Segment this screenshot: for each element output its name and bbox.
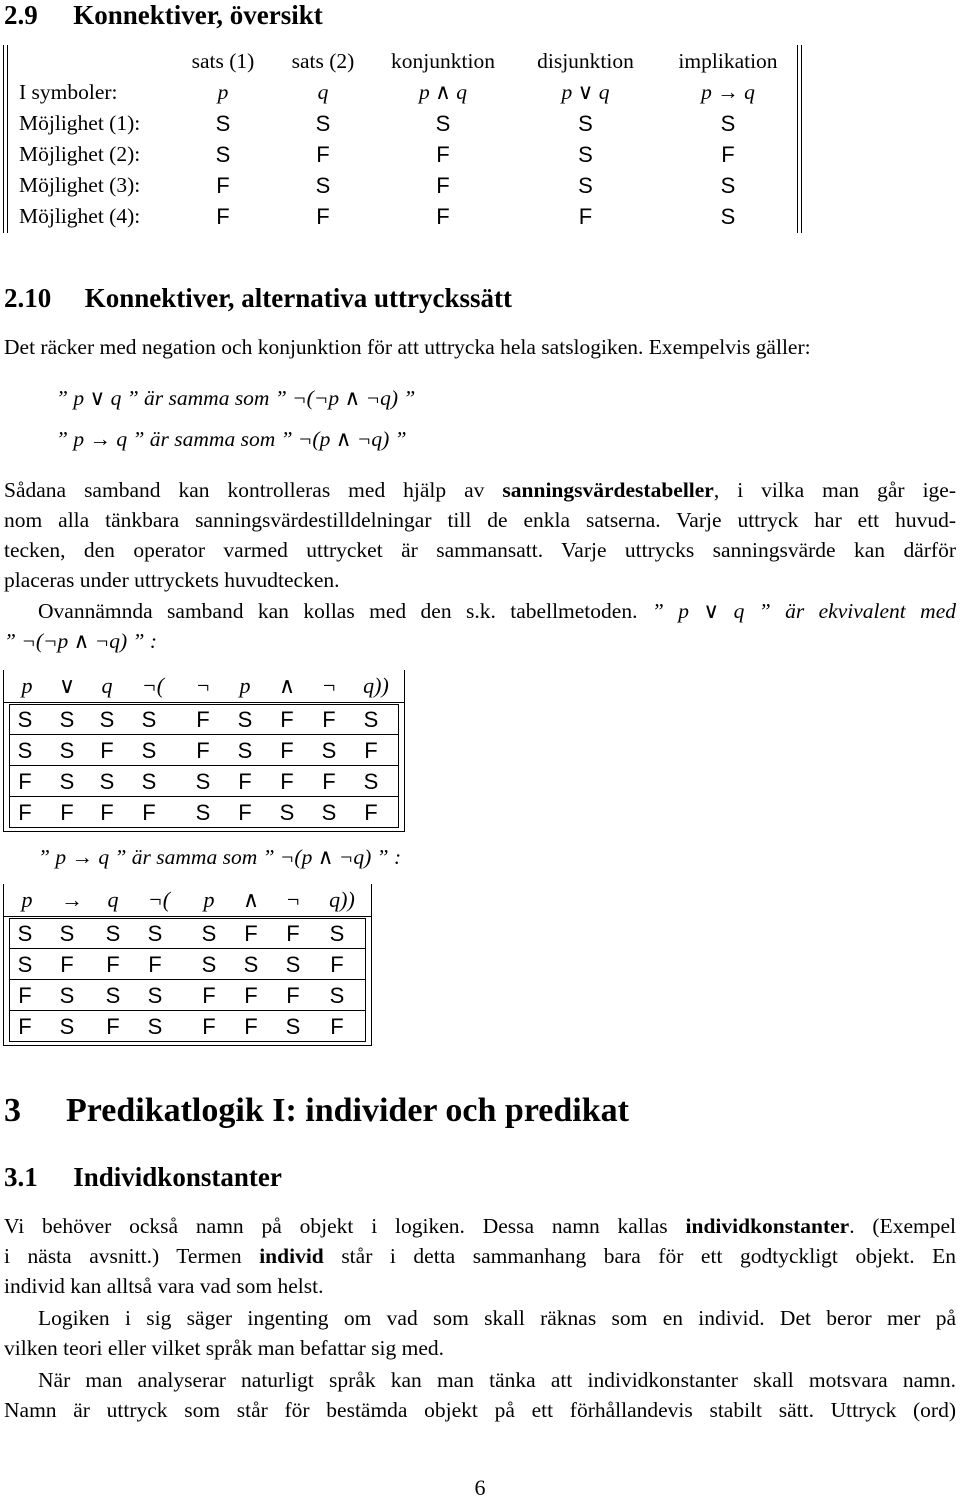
table-cell: S [215,111,231,136]
text: i nästa avsnitt.) Termen [4,1244,242,1268]
header-cell: ∨ [58,673,76,698]
bold-term: individkonstanter [685,1214,850,1238]
table-cell: S [279,800,295,825]
table-cell: p ∨ q [561,80,610,104]
table-cell: S [578,173,593,198]
table-cell: S [141,738,157,763]
paragraph-line [38,596,956,627]
table-cell: S [147,983,163,1008]
table-cell: F [578,204,593,229]
table-row [3,170,801,201]
table-cell: F [322,769,336,794]
table-cell: S [17,921,33,946]
table-cell: p ∧ q [419,80,467,104]
equation: ” p → q ” är samma som ” ¬(p ∧ ¬q) ” [56,427,407,451]
table-cell: F [244,1014,258,1039]
table-cell: S [363,707,379,732]
chapter-heading-3 [4,1092,629,1130]
row-label: Möjlighet (2): [19,142,141,166]
table-cell: S [105,921,121,946]
table-cell: F [316,204,330,229]
table-cell: S [315,173,331,198]
equation: ” p ∨ q ” är samma som ” ¬(¬p ∧ ¬q) ” [56,386,416,410]
table-cell: S [435,111,451,136]
section-number: 2.10 [4,283,52,313]
paragraph-line [4,1241,956,1272]
table-cell: F [436,173,450,198]
table-cell: F [436,204,450,229]
column-header: implikation [678,49,778,73]
section-title: Individkonstanter [73,1162,282,1192]
table-cell: F [316,142,330,167]
table-cell: S [215,142,231,167]
table-cell: F [280,738,294,763]
header-cell: q [107,887,119,912]
header-cell: ¬( [147,887,171,912]
table-cell: F [330,1014,344,1039]
text: Vi behöver också namn på objekt i logiken. Dessa namn kallas [4,1214,668,1238]
row-label: I symboler: [19,80,118,104]
paragraph-line: När man analyserar naturligt språk kan man tänka att individkonstanter skall motsvara namn. [38,1368,956,1392]
table-cell: S [720,173,736,198]
connectives-overview-table [3,45,801,233]
table-cell: F [280,707,294,732]
table-cell: p [217,80,229,104]
bold-term: sanningsvärdestabeller [502,478,714,502]
table-cell: S [237,738,253,763]
table-cell: S [201,952,217,977]
table-cell: F [196,738,210,763]
table-cell: S [321,738,337,763]
table-cell: F [202,1014,216,1039]
truth-table-implication [3,884,372,1046]
table-cell: F [18,800,32,825]
paragraph: Det räcker med negation och konjunktion för att uttrycka hela satslogiken. Exempelvis gäller: [4,335,811,359]
header-cell: ¬ [321,673,337,698]
column-header: sats (1) [191,49,255,73]
table-cell: F [100,738,114,763]
table-cell: S [105,983,121,1008]
text: ” p ∨ q ” är ekvivalent med [651,599,956,623]
text: står i detta sammanhang bara för ett godtyckligt objekt. En [341,1244,957,1268]
table-cell: S [17,738,33,763]
table-cell: S [237,707,253,732]
header-cell: p [21,673,33,698]
header-cell: ∧ [278,673,296,698]
section-number: 3.1 [4,1162,38,1192]
table-cell: F [330,952,344,977]
truth-table-disjunction [3,670,405,832]
section-number: 2.9 [4,0,38,30]
text: Ovannämnda samband kan kollas med den s.k. tabellmetoden. [38,599,638,623]
table-cell: F [280,769,294,794]
section-heading-3-1 [4,1162,282,1192]
paragraph-line: individ kan alltså vara vad som helst. [4,1274,324,1298]
header-cell: → [61,887,83,912]
header-cell: q [101,673,113,698]
table-cell: q [317,80,329,104]
section-heading-2-10 [4,283,512,313]
table-cell: S [285,952,301,977]
section-title: Konnektiver, alternativa uttryckssätt [84,283,512,313]
column-header: konjunktion [391,49,495,73]
table-cell: S [329,921,345,946]
paragraph-line [4,1211,956,1242]
table-cell: S [147,1014,163,1039]
table-cell: F [106,952,120,977]
table-cell: S [59,1014,75,1039]
chapter-title: Predikatlogik I: individer och predikat [66,1092,629,1129]
table-row [3,108,801,139]
table-cell: F [216,204,230,229]
paragraph-line [4,475,956,506]
table-cell: F [18,1014,32,1039]
header-cell: ¬( [141,673,165,698]
table-cell: S [720,204,736,229]
table-cell: F [18,983,32,1008]
row-label: Möjlighet (1): [19,111,141,135]
header-cell: p [21,887,33,912]
table-cell: F [142,800,156,825]
table-cell: S [285,1014,301,1039]
text: Sådana samband kan kontrolleras med hjälp av [4,478,485,502]
table-cell: F [286,921,300,946]
section-heading-2-9 [4,0,323,30]
table-cell: F [238,769,252,794]
table-cell: S [59,738,75,763]
table-cell: S [99,707,115,732]
table-row [3,139,801,170]
row-label: Möjlighet (3): [19,173,141,197]
table-cell: S [578,142,593,167]
table-cell: F [364,800,378,825]
table-cell: F [196,707,210,732]
table-row [3,77,801,108]
table-cell: F [202,983,216,1008]
paragraph-line: nom alla tänkbara sanningsvärdestilldelningar till de enkla satserna. Varje uttryck har ett huvud- [4,508,956,532]
paragraph-line: Logiken i sig säger ingenting om vad som skall räknas som en individ. Det beror mer på [38,1306,956,1330]
table-cell: S [195,800,211,825]
table-cell: F [436,142,450,167]
header-cell: q)) [363,673,389,698]
bold-term: individ [259,1244,324,1268]
table-cell: S [99,769,115,794]
table-cell: F [244,983,258,1008]
table-cell: p → q [701,80,755,104]
table-row [3,201,801,232]
table-cell: S [315,111,331,136]
table-cell: S [59,983,75,1008]
header-cell: q)) [329,887,355,912]
table-cell: F [286,983,300,1008]
chapter-number: 3 [4,1092,21,1129]
table-cell: F [721,142,735,167]
paragraph-line: tecken, den operator varmed uttrycket är sammansatt. Varje uttrycks sanningsvärde kan därför [4,538,956,562]
table-cell: S [59,921,75,946]
table-cell: S [141,707,157,732]
table-cell: F [216,173,230,198]
table-cell: F [322,707,336,732]
table-cell: F [106,1014,120,1039]
header-cell: ¬ [195,673,211,698]
table-cell: S [321,800,337,825]
table-header-row [3,46,801,77]
paragraph-line: vilken teori eller vilket språk man befattar sig med. [4,1336,445,1360]
column-header: sats (2) [291,49,355,73]
table-cell: S [147,921,163,946]
table-cell: S [141,769,157,794]
header-cell: p [239,673,251,698]
row-label: Möjlighet (4): [19,204,141,228]
table-cell: S [329,983,345,1008]
header-cell: ∧ [242,887,260,912]
table-cell: S [17,707,33,732]
equation-label: ” p → q ” är samma som ” ¬(p ∧ ¬q) ” : [38,845,402,869]
header-cell: p [203,887,215,912]
table-cell: S [17,952,33,977]
table-cell: F [18,769,32,794]
table-cell: F [244,921,258,946]
column-header: disjunktion [537,49,634,73]
table-cell: S [59,707,75,732]
table-cell: F [238,800,252,825]
table-cell: S [195,769,211,794]
table-cell: F [60,800,74,825]
table-cell: F [60,952,74,977]
header-cell: ¬ [285,887,301,912]
text: . (Exempel [849,1214,957,1238]
table-cell: S [59,769,75,794]
table-cell: S [201,921,217,946]
paragraph-line: ” ¬(¬p ∧ ¬q) ” : [4,629,158,653]
table-cell: S [363,769,379,794]
paragraph-line: Namn är uttryck som står för bestämda objekt på ett förhållandevis stabilt sätt. Uttryck (ord) [4,1398,956,1422]
page-number: 6 [474,1475,486,1500]
table-cell: F [100,800,114,825]
table-cell: F [148,952,162,977]
text: , i vilka man går ige- [713,478,957,502]
table-cell: S [720,111,736,136]
section-title: Konnektiver, översikt [73,0,323,30]
table-cell: F [364,738,378,763]
paragraph-line: placeras under uttryckets huvudtecken. [4,568,340,592]
table-cell: S [578,111,593,136]
table-cell: S [243,952,259,977]
